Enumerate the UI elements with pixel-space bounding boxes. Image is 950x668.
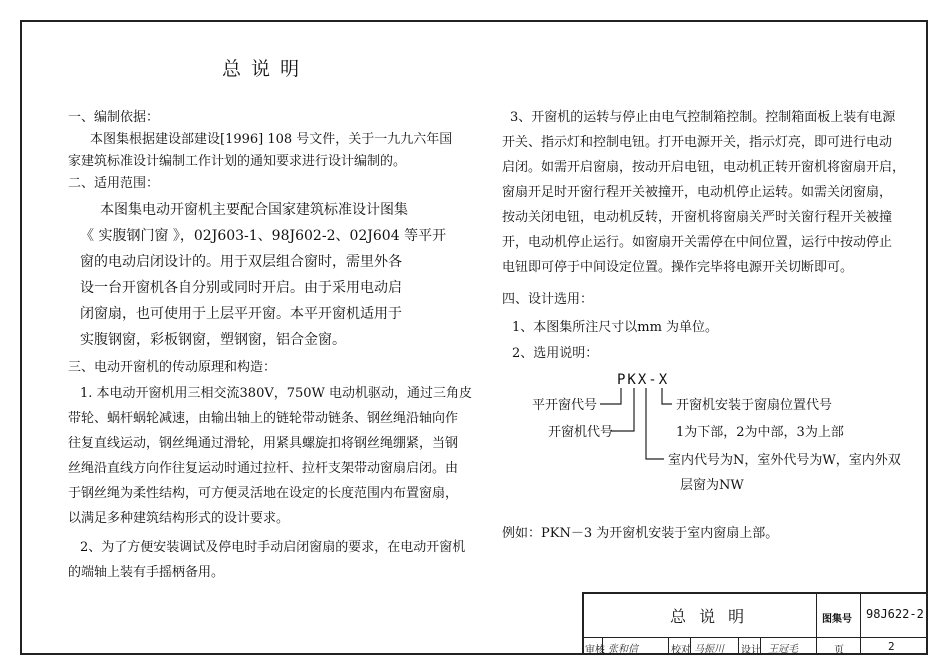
atlas-number: 98J622-2 (866, 607, 924, 621)
section3-text: 2、为了方便安装调试及停电时手动启闭窗扇的要求，在电动开窗机 (80, 540, 466, 555)
code-position-values: 1为下部，2为中部，3为上部 (676, 425, 844, 440)
section2-heading: 二、适用范围： (68, 176, 160, 191)
example-text: 例如：PKN－3 为开窗机安装于室内窗扇上部。 (502, 526, 779, 541)
design-label: 设计 (741, 645, 761, 656)
titleblock-name: 总 说 明 (670, 607, 749, 626)
section3-text: 的端轴上装有手摇柄备用。 (68, 565, 225, 580)
code-label-kaichuang: 开窗机代号 (548, 425, 614, 440)
section2-text: 闭窗扇，也可使用于上层平开窗。本平开窗机适用于 (80, 306, 402, 322)
section3-item3-text: 按动关闭电钮，电动机反转，开窗机将窗扇关严时关窗行程开关被撞 (502, 210, 893, 225)
section3-text: 带轮、蜗杆蜗轮减速，由输出轴上的链轮带动链条、钢丝绳沿轴向作 (68, 411, 459, 426)
code-label-indoor-cont: 层窗为NW (680, 478, 744, 493)
check-signature: 马振川 (694, 644, 724, 655)
section3-item3-text: 启闭。如需开启窗扇，按动开启电钮，电动机正转开窗机将窗扇开启， (502, 160, 906, 175)
section3-text: 丝绳沿直线方向作往复运动时通过拉杆、拉杆支架带动窗扇启闭。由 (68, 461, 459, 476)
section1-text: 家建筑标准设计编制工作计划的通知要求进行设计编制的。 (68, 154, 407, 169)
page-title: 总 说 明 (222, 58, 302, 80)
page-number: 2 (888, 640, 895, 653)
review-signature: 张和信 (608, 644, 638, 655)
section3-heading: 三、电动开窗机的传动原理和构造： (68, 360, 277, 375)
section3-item3-text: 电钮即可停于中间设定位置。操作完毕将电源开关切断即可。 (502, 260, 854, 275)
section2-text: 窗的电动启闭设计的。用于双层组合窗时，需里外各 (80, 254, 402, 270)
section2-text: 实腹钢窗，彩板钢窗，塑钢窗，铝合金窗。 (80, 332, 346, 348)
section3-item3-text: 3、开窗机的运转与停止由电气控制箱控制。控制箱面板上装有电源 (510, 110, 896, 125)
atlas-label: 图集号 (822, 614, 852, 625)
section3-text: 1. 本电动开窗机用三相交流380V，750W 电动机驱动，通过三角皮 (80, 386, 473, 401)
section3-item3-text: 窗扇开足时开窗行程开关被撞开，电动机停止运转。如需关闭窗扇， (502, 185, 893, 200)
section4-item2: 2、选用说明： (512, 346, 599, 361)
section2-text: 《 实腹钢门窗 》，02J603-1、98J602-2、02J604 等平开 (80, 228, 447, 244)
section3-text: 往复直线运动，钢丝绳通过滑轮，用紧具螺旋扣将钢丝绳绷紧，当钢 (68, 436, 459, 451)
check-label: 校对 (671, 645, 691, 656)
section3-item3-text: 开关、指示灯和控制电钮。打开电源开关，指示灯亮，即可进行电动 (502, 135, 893, 150)
code-label-pingkai: 平开窗代号 (532, 398, 598, 413)
section4-item1: 1、本图集所注尺寸以mm 为单位。 (512, 320, 719, 335)
section1-text: 本图集根据建设部建设[1996] 108 号文件，关于一九九六年国 (90, 132, 453, 147)
section2-text: 设一台开窗机各自分别或同时开启。由于采用电动启 (80, 280, 402, 296)
design-signature: 王冠毛 (768, 644, 798, 655)
review-label: 审核 (585, 645, 605, 656)
code-label-position: 开窗机安装于窗扇位置代号 (676, 398, 833, 413)
section1-heading: 一、编制依据： (68, 110, 160, 125)
section4-heading: 四、设计选用： (502, 292, 594, 307)
section3-text: 以满足多种建筑结构形式的设计要求。 (68, 511, 290, 526)
code-label-indoor: 室内代号为N，室外代号为W，室内外双 (668, 453, 901, 468)
product-code: PKX-X (617, 372, 670, 388)
section3-item3-text: 开，电动机停止运行。如窗扇开关需停在中间位置，运行中按动停止 (502, 235, 893, 250)
title-block (582, 592, 928, 655)
page-label: 页 (834, 645, 844, 656)
section3-text: 于钢丝绳为柔性结构，可方便灵活地在设定的长度范围内布置窗扇， (68, 486, 459, 501)
section2-text: 本图集电动开窗机主要配合国家建筑标准设计图集 (100, 202, 408, 218)
